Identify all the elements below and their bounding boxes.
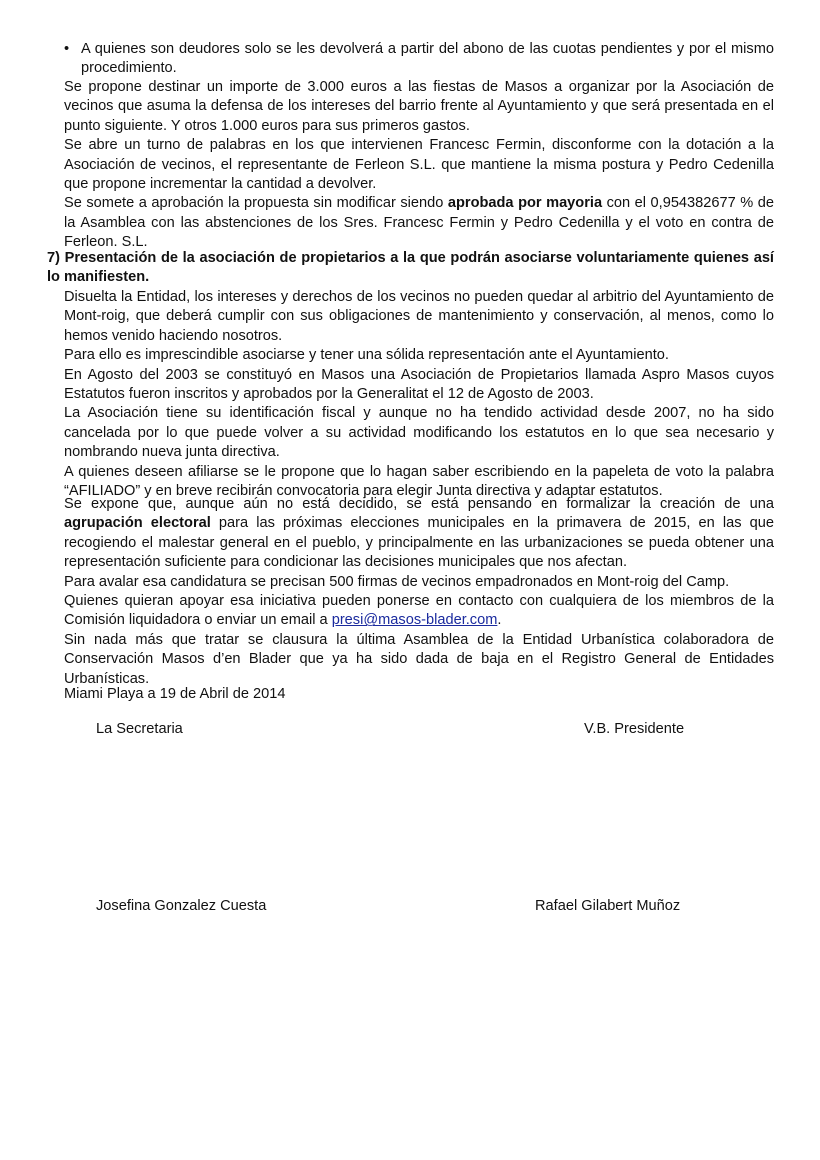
- paragraph-afiliado: A quienes deseen afiliarse se le propone que lo hagan saber escribiendo en la papeleta de voto la palabra “AFILIADO” y en breve recibirán convocatoria para elegir Junta directiva y adaptar estatutos.: [64, 463, 774, 500]
- paragraph-asociarse: Para ello es imprescindible asociarse y tener una sólida representación ante el Ayuntamiento.: [64, 347, 669, 364]
- contacto-text-end: .: [497, 612, 502, 629]
- bullet-text: A quienes son deudores solo se les devolverá a partir del abono de las cuotas pendientes y por el mismo procedimiento.: [81, 41, 774, 77]
- paragraph-turno-palabras: Se abre un turno de palabras en los que intervienen Francesc Fermin, disconforme con la dotación a la Asociación de vecinos, el representante de Ferleon S.L. que mantiene la misma postura y Pedro Cedenilla que propone incrementar la cantidad a devolver.: [64, 137, 774, 193]
- section-7-heading: 7) Presentación de la asociación de propietarios a la que podrán asociarse voluntariamente quienes así lo manifiesten.: [47, 250, 774, 286]
- aprobacion-text-1: Se somete a aprobación la propuesta sin modificar siendo: [64, 195, 448, 212]
- paragraph-clausura: Sin nada más que tratar se clausura la última Asamblea de la Entidad Urbanística colaboradora de Conservación Masos d’en Blader que ya ha sido dada de baja en el Registro General de Entidades Urbanísticas.: [64, 631, 774, 687]
- president-name: Rafael Gilabert Muñoz: [535, 898, 681, 914]
- agrupacion-text-1: Se expone que, aunque aún no está decidido, se está pensando en formalizar la creación de una: [64, 496, 774, 512]
- paragraph-aprobacion: [64, 194, 774, 252]
- closing-body: [64, 495, 774, 689]
- place-date: Miami Playa a 19 de Abril de 2014: [64, 686, 286, 702]
- email-link[interactable]: presi@masos-blader.com: [331, 612, 498, 629]
- aprobacion-text-2: con el 0,954382677 % de la Asamblea con las abstenciones de los Sres. Francesc Fermin y Pedro Cedenilla y el voto en contra de Ferleon. S.L.: [64, 195, 774, 251]
- paragraph-identificacion-fiscal: La Asociación tiene su identificación fiscal y aunque no ha tendido actividad desde 2007, no ha sido cancelada por lo que puede volver a su actividad modificando los estatutos en lo que sea necesario y nombrando nueva junta directiva.: [64, 405, 774, 461]
- paragraph-firmas: Para avalar esa candidatura se precisan 500 firmas de vecinos empadronados en Mont-roig del Camp.: [64, 573, 730, 590]
- agrupacion-text-2: para las próximas elecciones municipales en la primavera de 2015, en las que recogiendo el malestar general en el pueblo, y principalmente en las urbanizaciones se pueda obtener una representación suficiente para condicionar las decisiones municipales que nos afectan.: [64, 515, 774, 571]
- paragraph-aspro-masos: En Agosto del 2003 se constituyó en Masos una Asociación de Propietarios llamada Aspro Masos cuyos Estatutos fueron inscritos y aprobados por la Generalitat el 12 de Agosto de 2003.: [64, 366, 774, 403]
- secretary-name: Josefina Gonzalez Cuesta: [96, 898, 267, 914]
- contacto-text: Quienes quieran apoyar esa iniciativa pueden ponerse en contacto con cualquiera de los miembros de la Comisión liquidadora o enviar un email a: [64, 593, 774, 629]
- president-role: V.B. Presidente: [584, 721, 685, 737]
- aprobacion-bold: aprobada por mayoria: [447, 195, 603, 212]
- section-6-body: [64, 78, 774, 253]
- section-7-body: [64, 288, 774, 501]
- bullet-item: [81, 40, 774, 79]
- paragraph-fiestas: Se propone destinar un importe de 3.000 euros a las fiestas de Masos a organizar por la Asociación de vecinos que asuma la defensa de los intereses del barrio frente al Ayuntamiento y que será presentada en el punto siguiente. Y otros 1.000 euros para sus primeros gastos.: [64, 79, 774, 134]
- bullet-icon: •: [64, 41, 70, 57]
- paragraph-agrupacion-electoral: [64, 495, 774, 573]
- paragraph-disuelta: Disuelta la Entidad, los intereses y derechos de los vecinos no pueden quedar al arbitrio del Ayuntamiento de Mont-roig, que deberá cumplir con sus obligaciones de mantenimiento y conservación, al menos, como lo hemos venido haciendo nosotros.: [64, 289, 774, 344]
- secretary-role: La Secretaria: [96, 721, 183, 737]
- paragraph-contacto: [64, 592, 774, 631]
- agrupacion-bold: agrupación electoral: [64, 515, 211, 532]
